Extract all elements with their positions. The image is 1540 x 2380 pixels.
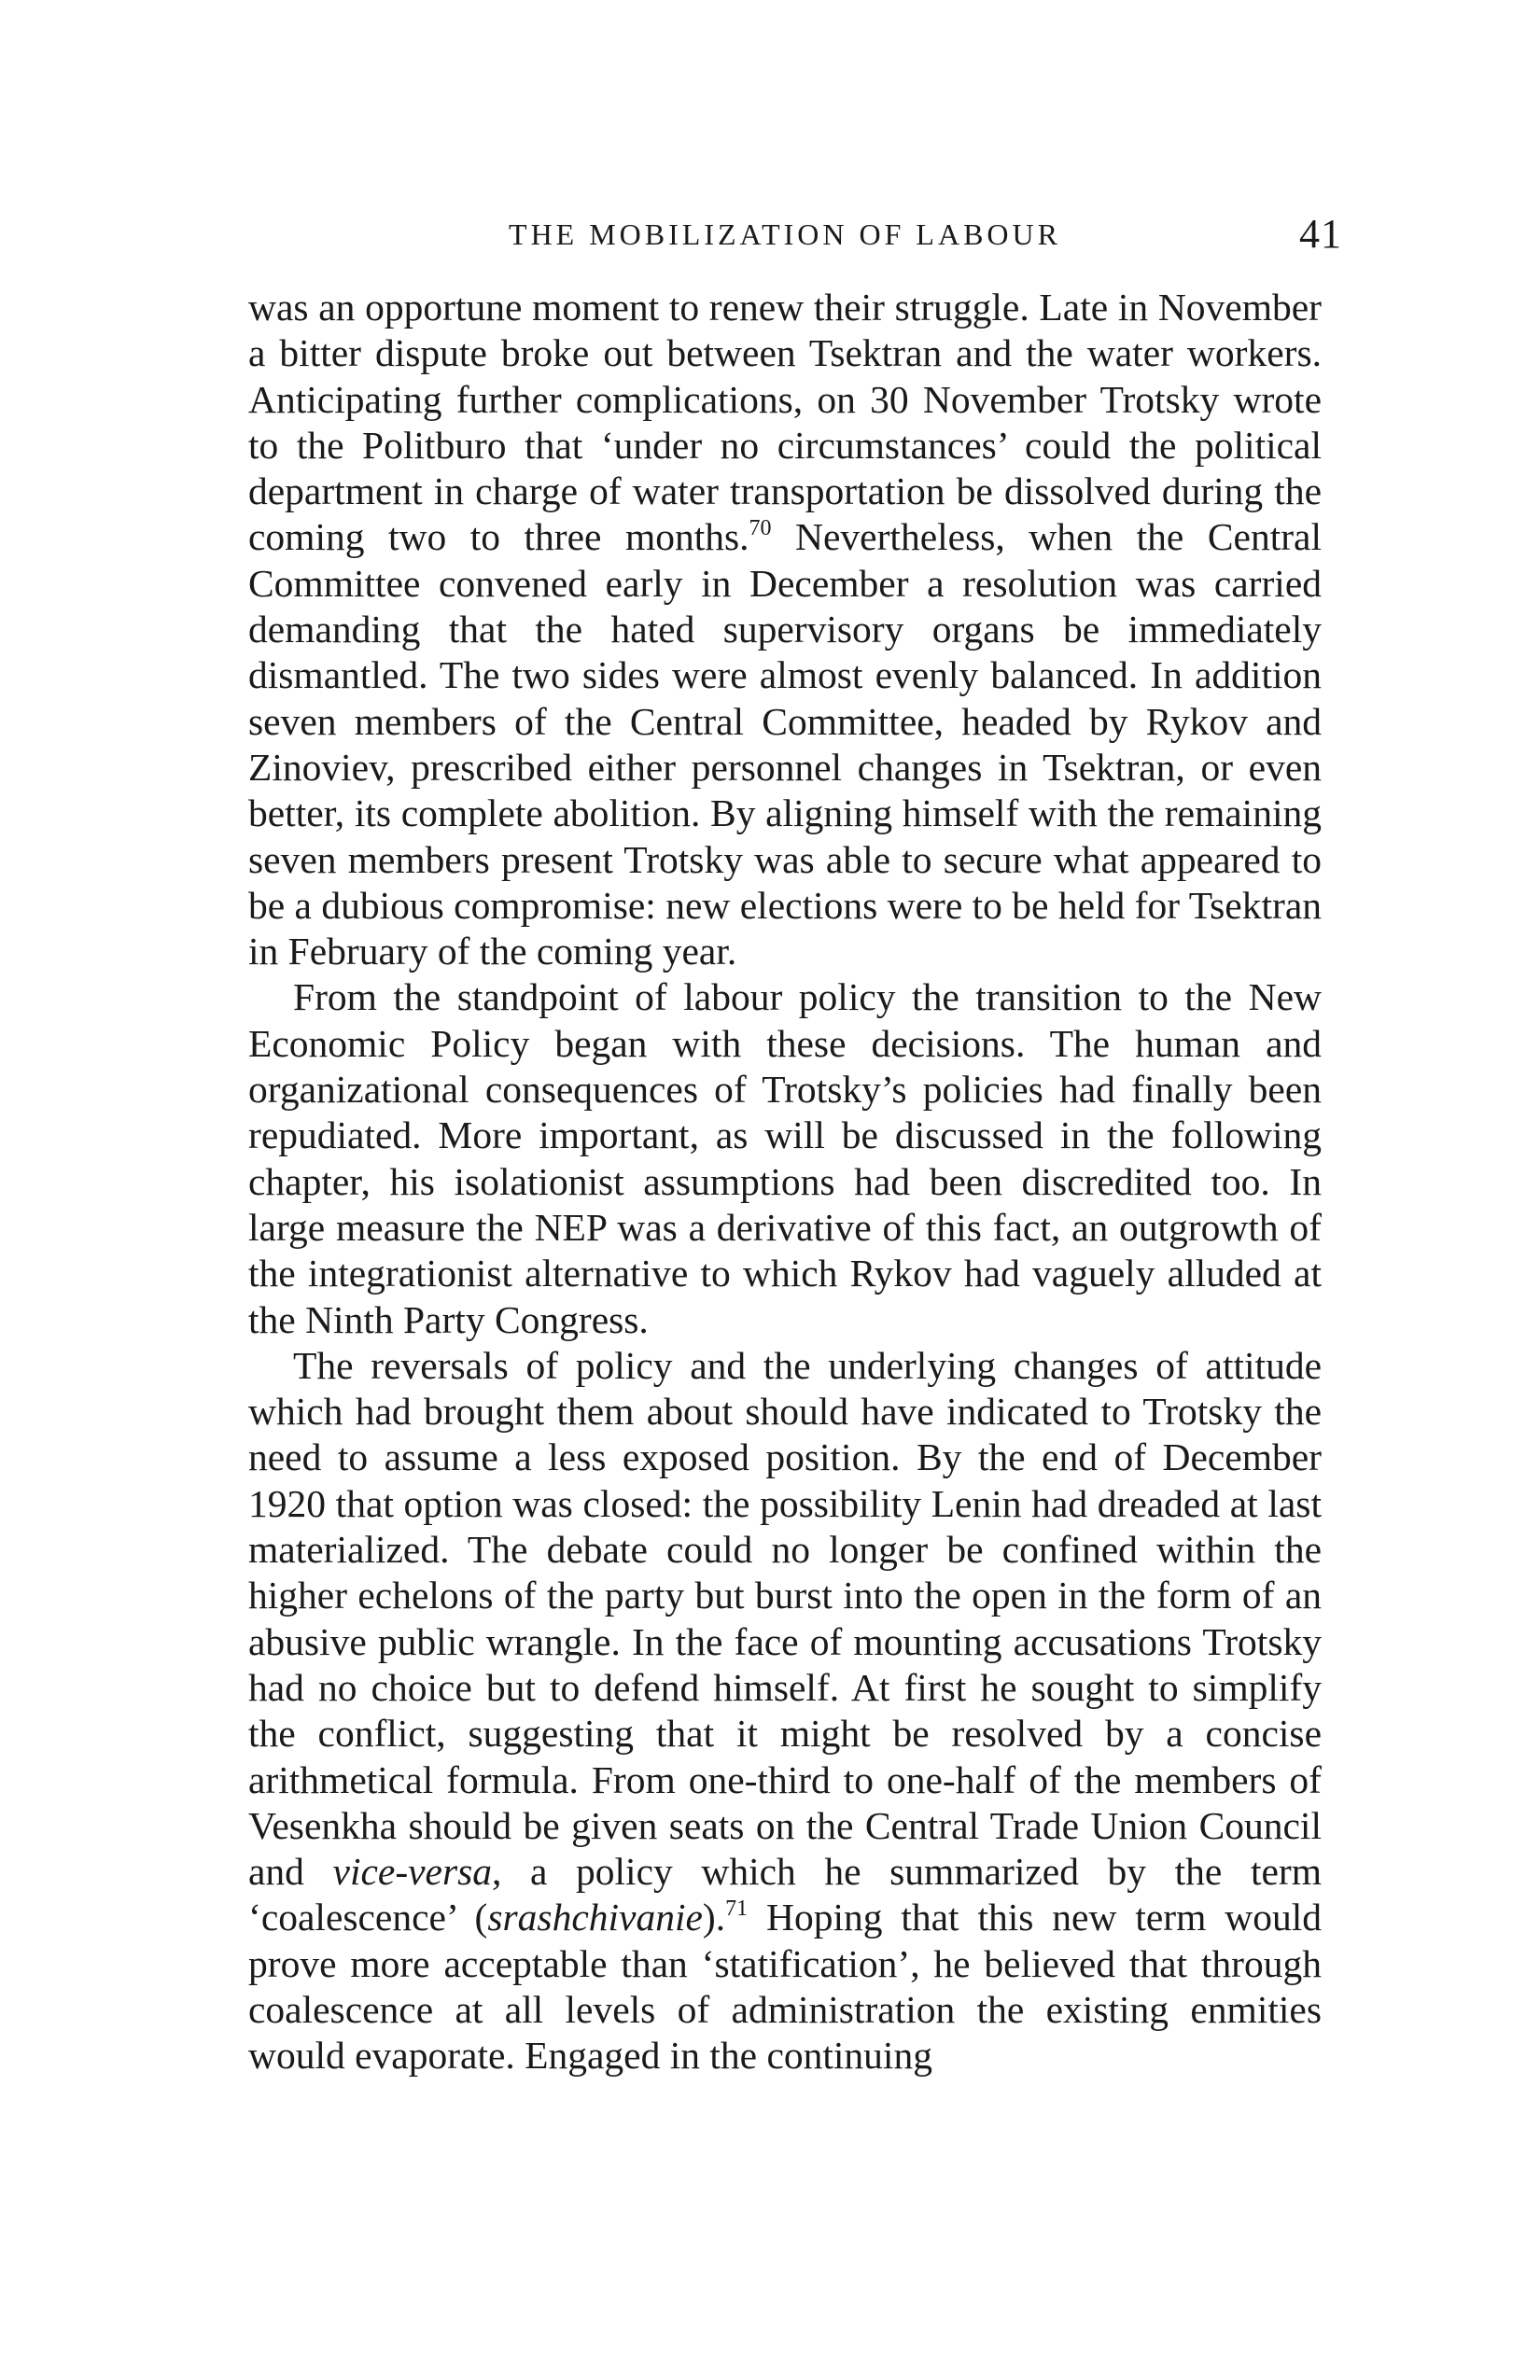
- paragraph-3-text-c: ).: [702, 1896, 726, 1939]
- running-head: [248, 210, 1342, 262]
- italic-vice-versa: vice-versa: [332, 1850, 493, 1894]
- italic-srashchivanie: srashchivanie: [487, 1896, 703, 1939]
- paragraph-3: [248, 1343, 1322, 2079]
- book-page: [248, 210, 1342, 2079]
- footnote-ref-71: 71: [725, 1897, 749, 1922]
- paragraph-1-text-b: Nevertheless, when the Central Committee convened early in December a resolution was carried demanding that the hated supervisory organs be immediately dismantled. The two sides were almost evenly balanced. In addition seven members of the Central Committee, headed by Rykov and Zinoviev, prescribed either personnel changes in Tsektran, or even better, its complete abolition. By aligning himself with the remaining seven members present Trotsky was able to secure what appeared to be a dubious compromise: new elections were to be held for Tsektran in February of the coming year.: [248, 515, 1322, 973]
- paragraph-1-text-a: was an opportune moment to renew their struggle. Late in November a bitter dispute broke out between Tsektran and the water workers. Anticipating further complications, on 30 November Trotsky wrote to the Politburo that ‘under no circumstances’ could the political department in charge of water transportation be dissolved during the coming two to three months.: [248, 286, 1322, 559]
- running-title: THE MOBILIZATION OF LABOUR: [509, 217, 1061, 251]
- paragraph-2: From the standpoint of labour policy the transition to the New Economic Policy began with these decisions. The human and organizational consequences of Trotsky’s policies had finally been repudiated. More important, as will be discussed in the following chapter, his isolationist assumptions had been discredited too. In large measure the NEP was a derivative of this fact, an outgrowth of the integrationist alternative to which Rykov had vaguely alluded at the Ninth Party Congress.: [248, 975, 1322, 1341]
- footnote-ref-70: 70: [749, 516, 772, 541]
- paragraph-1: [248, 285, 1322, 974]
- paragraph-3-text-a: The reversals of policy and the underlying changes of attitude which had brought them about should have indicated to Trotsky the need to assume a less exposed position. By the end of December 1920 that option was closed: the possibility Lenin had dreaded at last materialized. The debate could no longer be confined within the higher echelons of the party but burst into the open in the form of an abusive public wrangle. In the face of mounting accusations Trotsky had no choice but to defend himself. At first he sought to simplify the conflict, suggesting that it might be resolved by a concise arithmetical formula. From one-third to one-half of the members of Vesenkha should be given seats on the Central Trade Union Council and: [248, 1343, 1322, 1894]
- paragraph-3-text-b: , a policy which he summarized by the term ‘coalescence’ (: [248, 1850, 1323, 1939]
- page-number: 41: [1299, 211, 1342, 257]
- paragraph-3-text-d: Hoping that this new term would prove more acceptable than ‘statification’, he believed that through coalescence at all levels of administration the existing enmities would evaporate. Engaged in the continuing: [248, 1896, 1322, 2078]
- body-text: [248, 285, 1322, 2079]
